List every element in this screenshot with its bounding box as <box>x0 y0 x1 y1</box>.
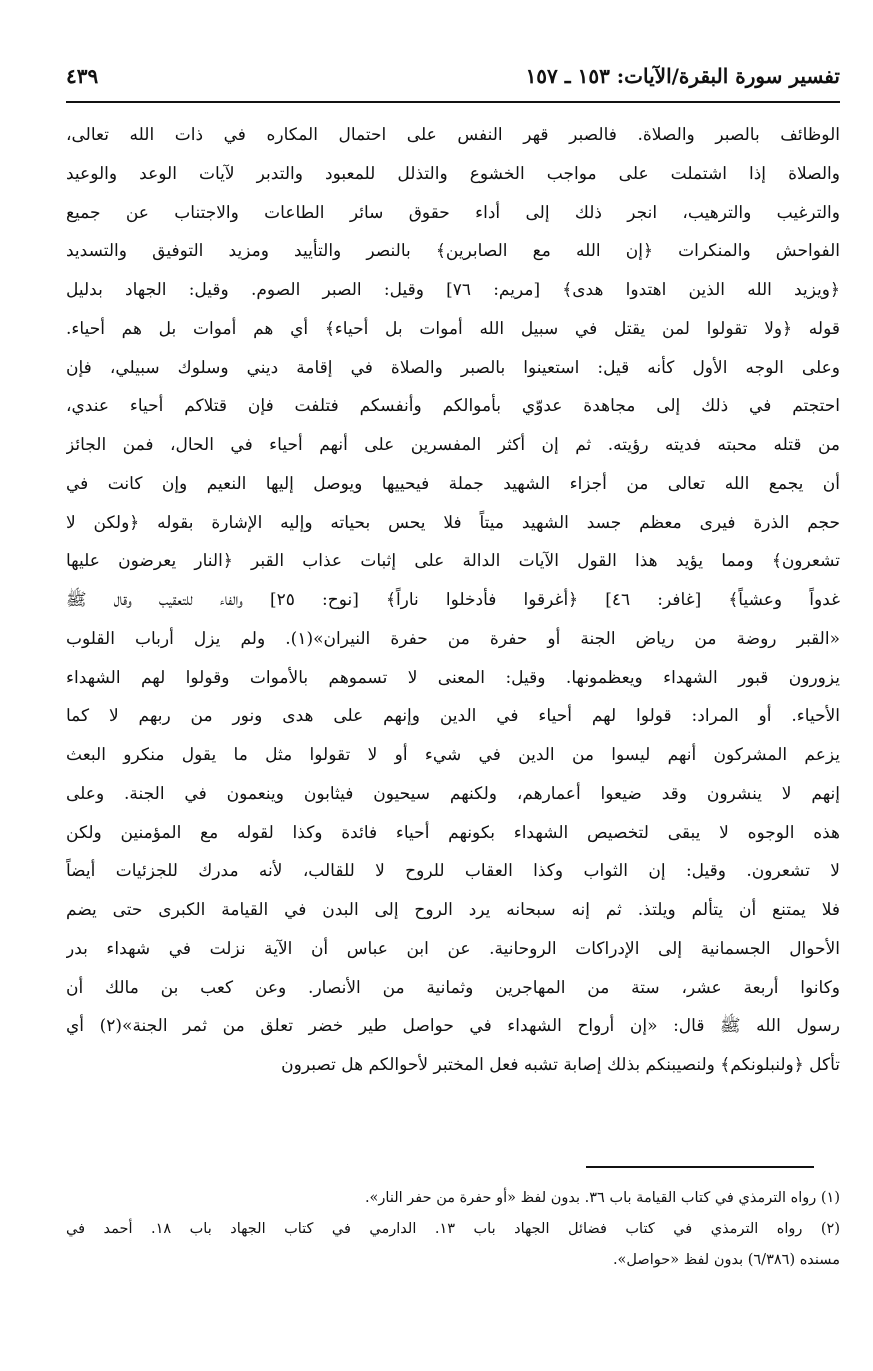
text-line: والصلاة إذا اشتملت على مواجب الخشوع والتذلل للمعبود والتدبر لآيات الوعد والوعيد <box>66 163 840 184</box>
text-line: «القبر روضة من رياض الجنة أو حفرة من حفرة النيران»(١). ولم يزل أرباب القلوب <box>66 628 840 649</box>
footnotes <box>66 1183 840 1276</box>
text-line: تأكل ﴿ولنبلونكم﴾ ولنصيبنكم بذلك إصابة تشبه فعل المختبر لأحوالكم هل تصبرون <box>281 1055 840 1075</box>
text-line: فلا يمتنع أن يتألم ويلتذ. ثم إنه سبحانه يرد الروح إلى البدن في القيامة الكبرى حتى يضم <box>66 900 840 920</box>
text-line: وعلى الوجه الأول كأنه قيل: استعينوا بالصبر والصلاة في إقامة ديني وسلوك سبيلي، فإن <box>66 357 840 378</box>
footnote-divider <box>586 1166 814 1168</box>
text-line: وكانوا أربعة عشر، ستة من المهاجرين وثمانية من الأنصار. وعن كعب بن مالك أن <box>66 977 840 998</box>
text-line: يزورون قبور الشهداء ويعظمونها. وقيل: المعنى لا تسموهم بالأموات وقولوا لهم الشهداء <box>66 667 840 688</box>
text-line: تشعرون﴾ ومما يؤيد هذا القول الآيات الدالة على إثبات عذاب القبر ﴿النار يعرضون عليها <box>66 551 840 572</box>
page-header <box>66 64 840 100</box>
header-divider <box>66 101 840 103</box>
text-line: هذه الوجوه لا يبقى لتخصيص الشهداء بكونهم أحياء فائدة وكذا لقوله مع المؤمنين ولكن <box>66 822 840 843</box>
text-line: أن يجمع الله تعالى من أجزاء الشهيد جملة فيحييها ويوصل إليها النعيم وإن كانت في <box>66 473 840 494</box>
footnote-1: (١) رواه الترمذي في كتاب القيامة باب ٣٦. بدون لفظ «أو حفرة من حفر النار». <box>364 1190 840 1206</box>
text-line: لا تشعرون. وقيل: إن الثواب وكذا العقاب للروح لا للقالب، لأنه مدرك للجزئيات أيضاً <box>66 861 840 882</box>
text-line: يزعم المشركون أنهم ليسوا من الدين في شيء أو لا تقولوا مثل ما يقول منكرو البعث <box>66 745 840 765</box>
text-line: إنهم لا ينشرون وقد ضيعوا أعمارهم، ولكنهم سيحيون فيثابون وينعمون في الجنة. وعلى <box>66 783 840 804</box>
footnote-2: (٢) رواه الترمذي في كتاب فضائل الجهاد باب ١٣. الدارمي في كتاب الجهاد باب ١٨. أحمد في <box>66 1221 840 1237</box>
text-line: والترغيب والترهيب، انجر ذلك إلى أداء حقوق سائر الطاعات والاجتناب عن جميع <box>66 202 840 223</box>
text-line: الفواحش والمنكرات ﴿إن الله مع الصابرين﴾ بالنصر والتأييد ومزيد التوفيق والتسديد <box>66 241 840 262</box>
text-line: رسول الله ﷺ قال: «إن أرواح الشهداء في حواصل طير خضر تعلق من ثمر الجنة»(٢) أي <box>66 1016 840 1037</box>
commentary-body <box>66 116 840 1085</box>
text-line: غدواً وعشياً﴾ [غافر: ٤٦] ﴿أغرقوا فأدخلوا ناراً﴾ [نوح: ٢٥] والفاء للتعقيب وقال ﷺ <box>66 590 840 610</box>
text-line: الوظائف بالصبر والصلاة. فالصبر قهر النفس على احتمال المكاره في ذات الله تعالى، <box>66 125 840 145</box>
text-line: احتجتم في ذلك إلى مجاهدة عدوّي بأموالكم وأنفسكم فتلفت فإن قتلاكم أحياء عندي، <box>66 396 840 417</box>
text-line: ﴿ويزيد الله الذين اهتدوا هدى﴾ [مريم: ٧٦] وقيل: الصبر الصوم. وقيل: الجهاد بدليل <box>66 280 840 300</box>
running-title: تفسير سورة البقرة/الآيات: ١٥٣ ـ ١٥٧ <box>525 64 840 88</box>
text-line: حجم الذرة فيرى معظم جسد الشهيد ميتاً فلا يحس بحياته وإليه الإشارة بقوله ﴿ولكن لا <box>66 512 840 533</box>
text-line: من قتله محبته فديته رؤيته. ثم إن أكثر المفسرين على أنهم أحياء في الحال، فمن الجائز <box>66 435 840 455</box>
page-number: ٤٣٩ <box>66 64 99 88</box>
footnote-2-continued: مسنده (٦/٣٨٦) بدون لفظ «حواصل». <box>612 1252 840 1268</box>
text-line: قوله ﴿ولا تقولوا لمن يقتل في سبيل الله أموات بل أحياء﴾ أي هم أموات بل هم أحياء. <box>66 318 840 339</box>
text-line: الأحوال الجسمانية إلى الإدراكات الروحانية. عن ابن عباس أن الآية نزلت في شهداء بدر <box>66 938 840 959</box>
text-line: الأحياء. أو المراد: قولوا لهم أحياء في الدين وإنهم على هدى ونور من ربهم لا كما <box>66 706 840 727</box>
